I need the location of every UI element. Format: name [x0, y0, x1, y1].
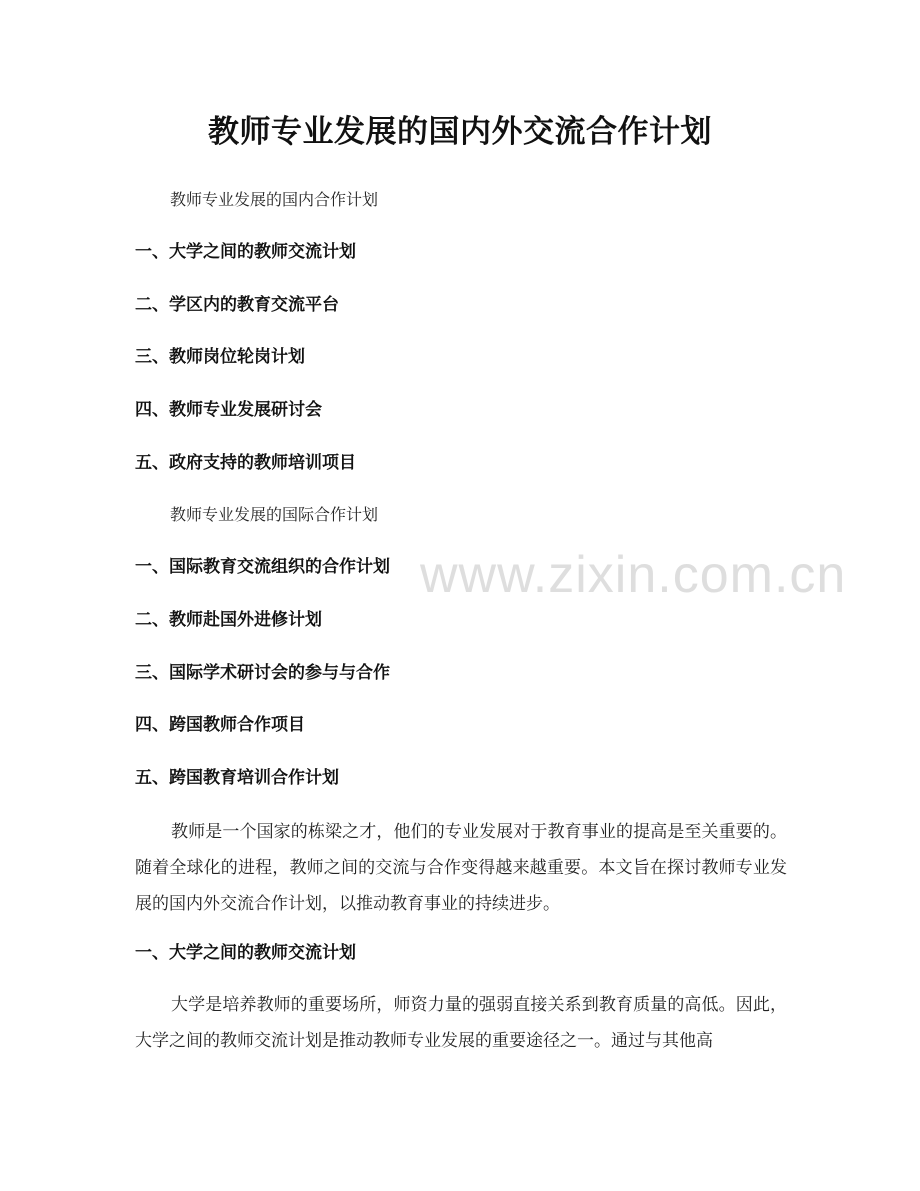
section-1-heading: 一、大学之间的教师交流计划 [135, 943, 356, 963]
intl-item-5: 五、跨国教育培训合作计划 [135, 768, 339, 788]
domestic-item-2: 二、学区内的教育交流平台 [135, 295, 339, 315]
domestic-item-1: 一、大学之间的教师交流计划 [135, 242, 356, 262]
intl-plan-intro: 教师专业发展的国际合作计划 [170, 505, 379, 524]
site-watermark: www.zixin.com.cn [420, 546, 847, 604]
intl-item-2: 二、教师赴国外进修计划 [135, 610, 322, 630]
domestic-plan-intro: 教师专业发展的国内合作计划 [170, 190, 379, 209]
intl-item-1: 一、国际教育交流组织的合作计划 [135, 557, 390, 577]
section-1-paragraph: 大学是培养教师的重要场所，师资力量的强弱直接关系到教育质量的高低。因此，大学之间的教师交流计划是推动教师专业发展的重要途径之一。通过与其他高 [135, 995, 787, 1051]
intl-item-4: 四、跨国教师合作项目 [135, 715, 305, 735]
domestic-item-3: 三、教师岗位轮岗计划 [135, 347, 305, 367]
intro-paragraph: 教师是一个国家的栋梁之才，他们的专业发展对于教育事业的提高是至关重要的。随着全球化的进程，教师之间的交流与合作变得越来越重要。本文旨在探讨教师专业发展的国内外交流合作计划，以推动教育事业的持续进步。 [135, 822, 787, 914]
domestic-item-5: 五、政府支持的教师培训项目 [135, 453, 356, 473]
intl-item-3: 三、国际学术研讨会的参与与合作 [135, 663, 390, 683]
document-title: 教师专业发展的国内外交流合作计划 [208, 114, 712, 150]
domestic-item-4: 四、教师专业发展研讨会 [135, 400, 322, 420]
